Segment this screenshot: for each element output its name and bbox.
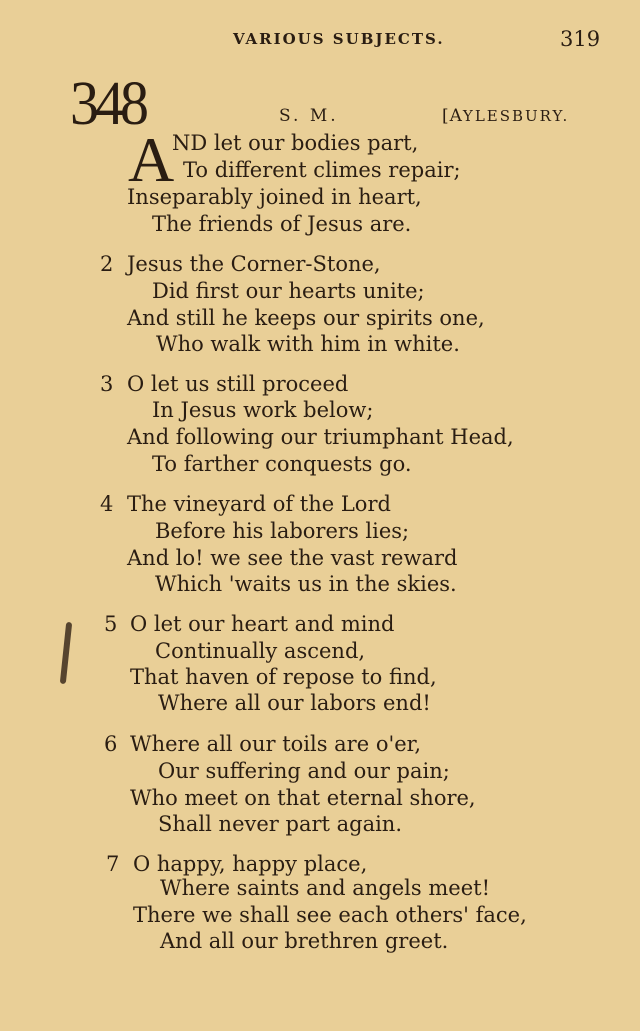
verse-7-line-1: O happy, happy place, [133, 852, 368, 876]
verse-3-number: 3 [100, 372, 114, 396]
verse-3-line-1: O let us still proceed [127, 372, 349, 396]
verse-3-line-4: To farther conquests go. [152, 452, 412, 476]
verse-6-line-2: Our suffering and our pain; [158, 759, 450, 783]
verse-2-line-4: Who walk with him in white. [156, 332, 460, 356]
hymn-number: 348 [70, 67, 145, 138]
verse-3-line-3: And following our triumphant Head, [127, 425, 514, 449]
verse-7-line-4: And all our brethren greet. [160, 929, 449, 953]
page-number: 319 [560, 27, 601, 51]
verse-5-line-2: Continually ascend, [155, 639, 366, 663]
verse-4-line-1: The vineyard of the Lord [127, 492, 391, 516]
verse-5-line-4: Where all our labors end! [158, 691, 431, 715]
verse-6-line-1: Where all our toils are o'er, [130, 732, 422, 756]
verse-4-line-2: Before his laborers lies; [155, 519, 410, 543]
verse-7-line-2: Where saints and angels meet! [160, 876, 491, 900]
verse-2-line-2: Did first our hearts unite; [152, 279, 425, 303]
verse-6-number: 6 [104, 732, 118, 756]
verse-5-line-1: O let our heart and mind [130, 612, 395, 636]
tune-name [442, 106, 569, 126]
verse-4-line-3: And lo! we see the vast reward [127, 546, 458, 570]
verse-1-line-3: Inseparably joined in heart, [127, 185, 422, 209]
pencil-mark [60, 622, 72, 684]
verse-6-line-4: Shall never part again. [158, 812, 403, 836]
tune-bracket: [A [442, 106, 463, 126]
hymn-meter: S. M. [279, 106, 339, 126]
verse-7-line-3: There we shall see each others' face, [133, 903, 527, 927]
verse-4-number: 4 [100, 492, 114, 516]
verse-1-line-1: ND let our bodies part, [172, 131, 419, 155]
drop-cap: A [128, 124, 175, 195]
verse-2-line-1: Jesus the Corner-Stone, [127, 252, 381, 276]
verse-1-line-2: To different climes repair; [183, 158, 461, 182]
verse-7-number: 7 [106, 852, 120, 876]
tune-name-rest: YLESBURY. [462, 107, 570, 125]
verse-5-line-3: That haven of repose to find, [130, 665, 437, 689]
verse-2-line-3: And still he keeps our spirits one, [127, 306, 485, 330]
verse-2-number: 2 [100, 252, 114, 276]
verse-5-number: 5 [104, 612, 118, 636]
verse-6-line-3: Who meet on that eternal shore, [130, 786, 476, 810]
verse-3-line-2: In Jesus work below; [152, 398, 374, 422]
verse-4-line-4: Which 'waits us in the skies. [155, 572, 457, 596]
verse-1-line-4: The friends of Jesus are. [152, 212, 412, 236]
running-head: VARIOUS SUBJECTS. [233, 30, 445, 48]
